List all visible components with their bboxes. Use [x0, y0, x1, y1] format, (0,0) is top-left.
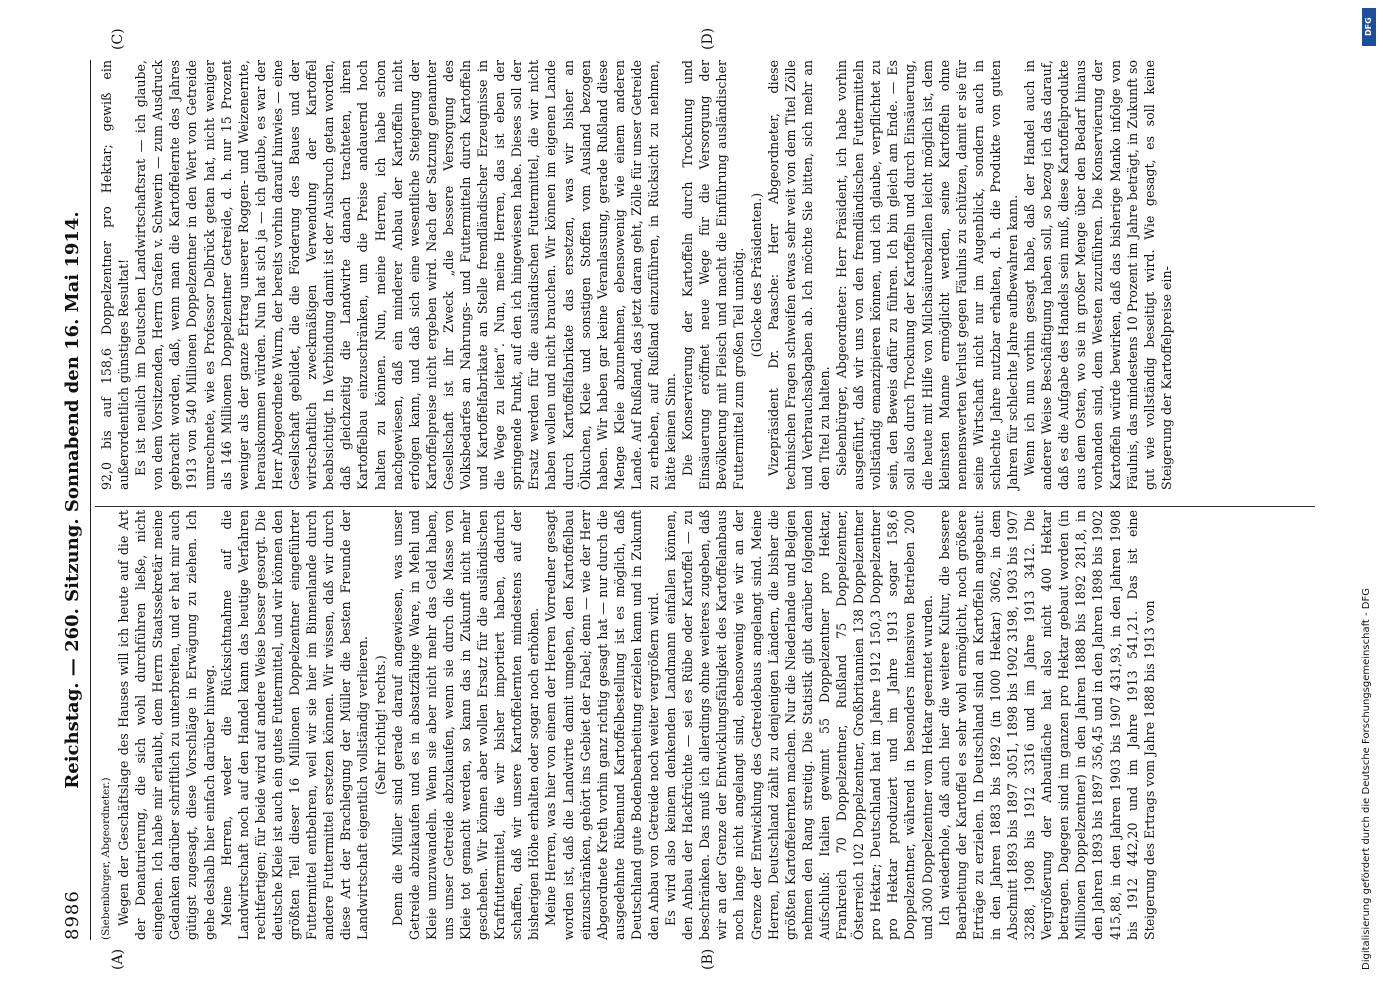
speaker-line: (Siebenbürger, Abgeordneter.) [100, 777, 112, 940]
column-divider [95, 506, 1315, 507]
page-header [60, 60, 91, 940]
paragraph: Siebenbürger, Abgeordneter: Herr Präsident, ich habe vorhin ausgeführt, daß wir uns von den fremdländischen Futtermitteln vollständig emanzipieren können, und ich glaube, verpflichtet zu sein, den Beweis dafür zu führen. Ich bin gleich am Ende. — Es soll also durch Trocknung der Kartoffeln und durch Einsäuerung, die heute mit Hilfe von Milchsäurebazillen leicht möglich ist, dem kleinsten Manne ermöglicht werden, seine Kartoffeln ohne nennenswerten Verlust gegen Fäulnis zu schützen, damit er sie für seine Wirtschaft nicht nur im Augenblick, sondern auch in schlechte Jahre nutzbar erhalten, d. h. die Produkte von guten Jahren für schlechte Jahre aufbewahren kann. [834, 60, 1020, 490]
margin-marker-b: (B) [700, 948, 716, 970]
paragraph: Es wird also keinem denkenden Landmann einfallen können, den Anbau der Hackfrüchte — sei es Rübe oder Kartoffel — zu beschränken. Das muß ich allerdings ohne weiteres zugeben, daß wir an der Grenze der Entwicklungsfähigkeit des Kartoffelanbaus noch lange nicht angelangt sind, ebensowenig wie wir an der Grenze der Entwicklung des Getreidebaus angelangt sind. Meine Herren, Deutschland zählt zu denjenigen Ländern, die bisher die größten Kartoffelernten machen. Nur die Niederlande und Belgien nehmen den Rang streitig. Die Statistik gibt darüber folgenden Aufschluß: Italien gewinnt 55 Doppelzentner pro Hektar, Frankreich 70 Doppelzentner, Rußland 75 Doppelzentner, Österreich 102 Doppelzentner, Großbritannien 138 Doppelzentner pro Hektar; Deutschland hat im Jahre 1912 150,3 Doppelzentner pro Hektar produziert und im Jahre 1913 sogar 158,6 Doppelzentner, während in besonders intensiven Betrieben 200 und 300 Doppelzentner vom Hektar geerntet wurden. [663, 510, 935, 940]
interjection: (Sehr richtig! rechts.) [372, 655, 388, 795]
right-text-column [98, 60, 1175, 490]
paragraph: Wegen der Geschäftslage des Hauses will ich heute auf die Art der Denaturierung, die sich wohl durchführen ließe, nicht eingehen. Ich habe mir erlaubt, dem Herrn Staatssekretär meine Gedanken darüber schriftlich zu unterbreiten, und er hat mir auch gütigst zugesagt, diese Vorschläge in Erwägung zu ziehen. Ich gehe deshalb hier einfach darüber hinweg. [116, 510, 217, 940]
page-title: Reichstag. — 260. Sitzung. Sonnabend den 16. Mai 1914. [62, 211, 83, 789]
paragraph: Die Konservierung der Kartoffeln durch Trocknung und Einsäuerung eröffnet neue Wege für die Versorgung der Bevölkerung mit Fleisch und macht die Einführung ausländischer Futtermittel zum großen Teil unnötig. [680, 60, 747, 490]
paragraph: Meine Herren, was hier von einem der Herren Vorredner gesagt worden ist, daß die Landwirte damit umgehen, den Kartoffelbau einzuschränken, gehört ins Gebiet der Fabel; denn — wie der Herr Abgeordnete Kreth vorhin ganz richtig gesagt hat — nur durch die ausgedehnte Rübenund Kartoffelbestellung ist es möglich, daß Deutschland gute Bodenbearbeitung erzielen kann und in Zukunft den Anbau von Getreide noch weiter vergrößern wird. [543, 510, 661, 940]
page-number: 8986 [62, 890, 83, 940]
paragraph: 92,0 bis auf 158,6 Doppelzentner pro Hektar; gewiß ein außerordentlich günstiges Resultat! [99, 60, 132, 490]
paragraph: Denn die Müller sind gerade darauf angewiesen, was unser Getreide abzukaufen und es in absatzfähige Ware, in Mehl und Kleie umzuwandeln. Wenn sie aber nicht mehr das Geld haben, uns unser Getreide abzukaufen, wenn sie durch die Masse von Kleie tot gemacht werden, so kann das in Zukunft nicht mehr geschehen. Wir können aber wollen Ersatz für die ausländischen Kraftfuttermittel, die wir bisher importiert haben, dadurch schaffen, daß wir unsere Kartoffelernten mindestens auf der bisherigen Höhe erhalten oder sogar noch erhöhen. [389, 510, 542, 940]
margin-marker-d: (D) [700, 27, 716, 50]
left-text-column [98, 510, 1158, 940]
margin-marker-c: (C) [110, 28, 126, 50]
digitization-credit [1356, 30, 1378, 970]
dfg-logo: DFG [1362, 8, 1376, 46]
paragraph: Meine Herren, weder die Rücksichtnahme auf die Landwirtschaft noch auf den Handel kann das heutige Verfahren rechtfertigen; für beide wird auf andere Weise besser gesorgt. Die deutsche Kleie ist auch ein gutes Futtermittel, und wir können den größten Teil dieser 16 Millionen Doppelzentner eingeführter Futtermittel entbehren, weil wir sie hier im Binnenlande durch andere Futtermittel ersetzen können. Wir wissen, daß wir durch diese Art der Brachlegung der Müller die besten Freunde der Landwirtschaft eigentlich vollständig verlieren. [218, 510, 371, 940]
paragraph: Wenn ich nun vorhin gesagt habe, daß der Handel auch in anderer Weise Beschäftigung haben soll, so bezog ich das darauf, daß es die Aufgabe des Handels sein muß, diese Kartoffelprodukte aus dem Osten, wo sie in großer Menge über den Bedarf hinaus vorhanden sind, dem Westen zuzuführen. Die Konservierung der Kartoffeln würde bewirken, daß das bisherige Manko infolge von Fäulnis, das mindestens 10 Prozent im Jahre beträgt, in Zukunft so gut wie vollständig beseitigt wird. Wie gesagt, es soll keine Steigerung der Kartoffelpreise ein- [1022, 60, 1174, 490]
interjection: (Glocke des Präsidenten.) [748, 192, 764, 358]
paragraph: Vizepräsident Dr. Paasche: Herr Abgeordneter, diese technischen Fragen schweifen etwas sehr weit von dem Titel Zölle und Verbrauchsabgaben ab. Ich möchte Sie bitten, sich mehr an den Titel zu halten. [765, 60, 832, 490]
paragraph: Es ist neulich im Deutschen Landwirtschaftsrat — ich glaube, von dem Vorsitzenden, Herrn Grafen v. Schwerin — zum Ausdruck gebracht worden, daß, wenn man die Kartoffelernte des Jahres 1913 von 540 Millionen Doppelzentner in den Wert von Getreide umrechnete, wie es Professor Delbrück getan hat, nicht weniger als 146 Millionen Doppelzentner Getreide, d. h. nur 15 Prozent weniger als der ganze Ertrag unserer Roggen- und Weizenernte, herauskommen würden. Nun hat sich ja — ich glaube, es war der Herr Abgeordnete Wurm, der bereits vorhin darauf hinwies — eine Gesellschaft gebildet, die die Förderung des Baues und der wirtschaftlich zweckmäßigen Verwendung der Kartoffel beabsichtigt. In Verbindung damit ist der Ausbruch getan worden, daß gleichzeitig die Landwirte danach trachteten, ihren Kartoffelbau einzuschränken, um die Preise andauernd hoch halten zu können. Nun, meine Herren, ich habe schon nachgewiesen, daß ein minderer Anbau der Kartoffeln nicht erfolgen kann, und daß sich eine wesentliche Steigerung der Kartoffelpreise nicht ergeben wird. Nach der Satzung genannter Gesellschaft ist ihr Zweck „die bessere Versorgung des Volksbedarfes an Nahrungs- und Futtermitteln durch Kartoffeln und Kartoffelfabrikate an Stelle fremdländischer Erzeugnisse in die Wege zu leiten“. Nun, meine Herren, das ist eben der springende Punkt, auf den ich hingewiesen habe. Dieses soll der Ersatz werden für die ausländischen Futtermittel, die wir nicht haben wollen und nicht brauchen. Wir können im eigenen Lande durch Kartoffelfabrikate das ersetzen, was wir bisher an Ölkuchen, Kleie und sonstigen Stoffen vom Ausland bezogen haben. Wir haben gar keine Veranlassung, gerade Rußland diese Menge Kleie abzunehmen, ebensowenig wie einem anderen Lande. Auf Rußland, das jetzt daran geht, Zölle für unser Getreide zu erheben, auf Rußland einzuführen, in Rücksicht zu nehmen, hätte keinen Sinn. [133, 60, 679, 490]
paragraph: Ich wiederhole, daß auch hier die weitere Kultur, die bessere Bearbeitung der Kartoffel es sehr wohl ermöglicht, noch größere Erträge zu erzielen. In Deutschland sind an Kartoffeln angebaut: in den Jahren 1883 bis 1892 (in 1000 Hektar) 3062, in dem Abschnitt 1893 bis 1897 3051, 1898 bis 1902 3198, 1903 bis 1907 3288, 1908 bis 1912 3316 und im Jahre 1913 3412. Die Vergrößerung der Anbaufläche hat also nicht 400 Hektar betragen. Dagegen sind im ganzen pro Hektar gebaut worden (in Millionen Doppelzentner) in den Jahren 1888 bis 1892 281,8, in den Jahren 1893 bis 1897 356,45 und in den Jahren 1898 bis 1902 415,88, in den Jahren 1903 bis 1907 431,93, in den Jahren 1908 bis 1912 442,20 und im Jahre 1913 541,21. Das ist eine Steigerung des Ertrags vom Jahre 1888 bis 1913 von [936, 510, 1157, 940]
digitization-credit-text: Digitalisierung gefördert durch die Deutsche Forschungsgemeinschaft - DFG [1361, 587, 1372, 970]
margin-marker-a: (A) [110, 948, 126, 970]
